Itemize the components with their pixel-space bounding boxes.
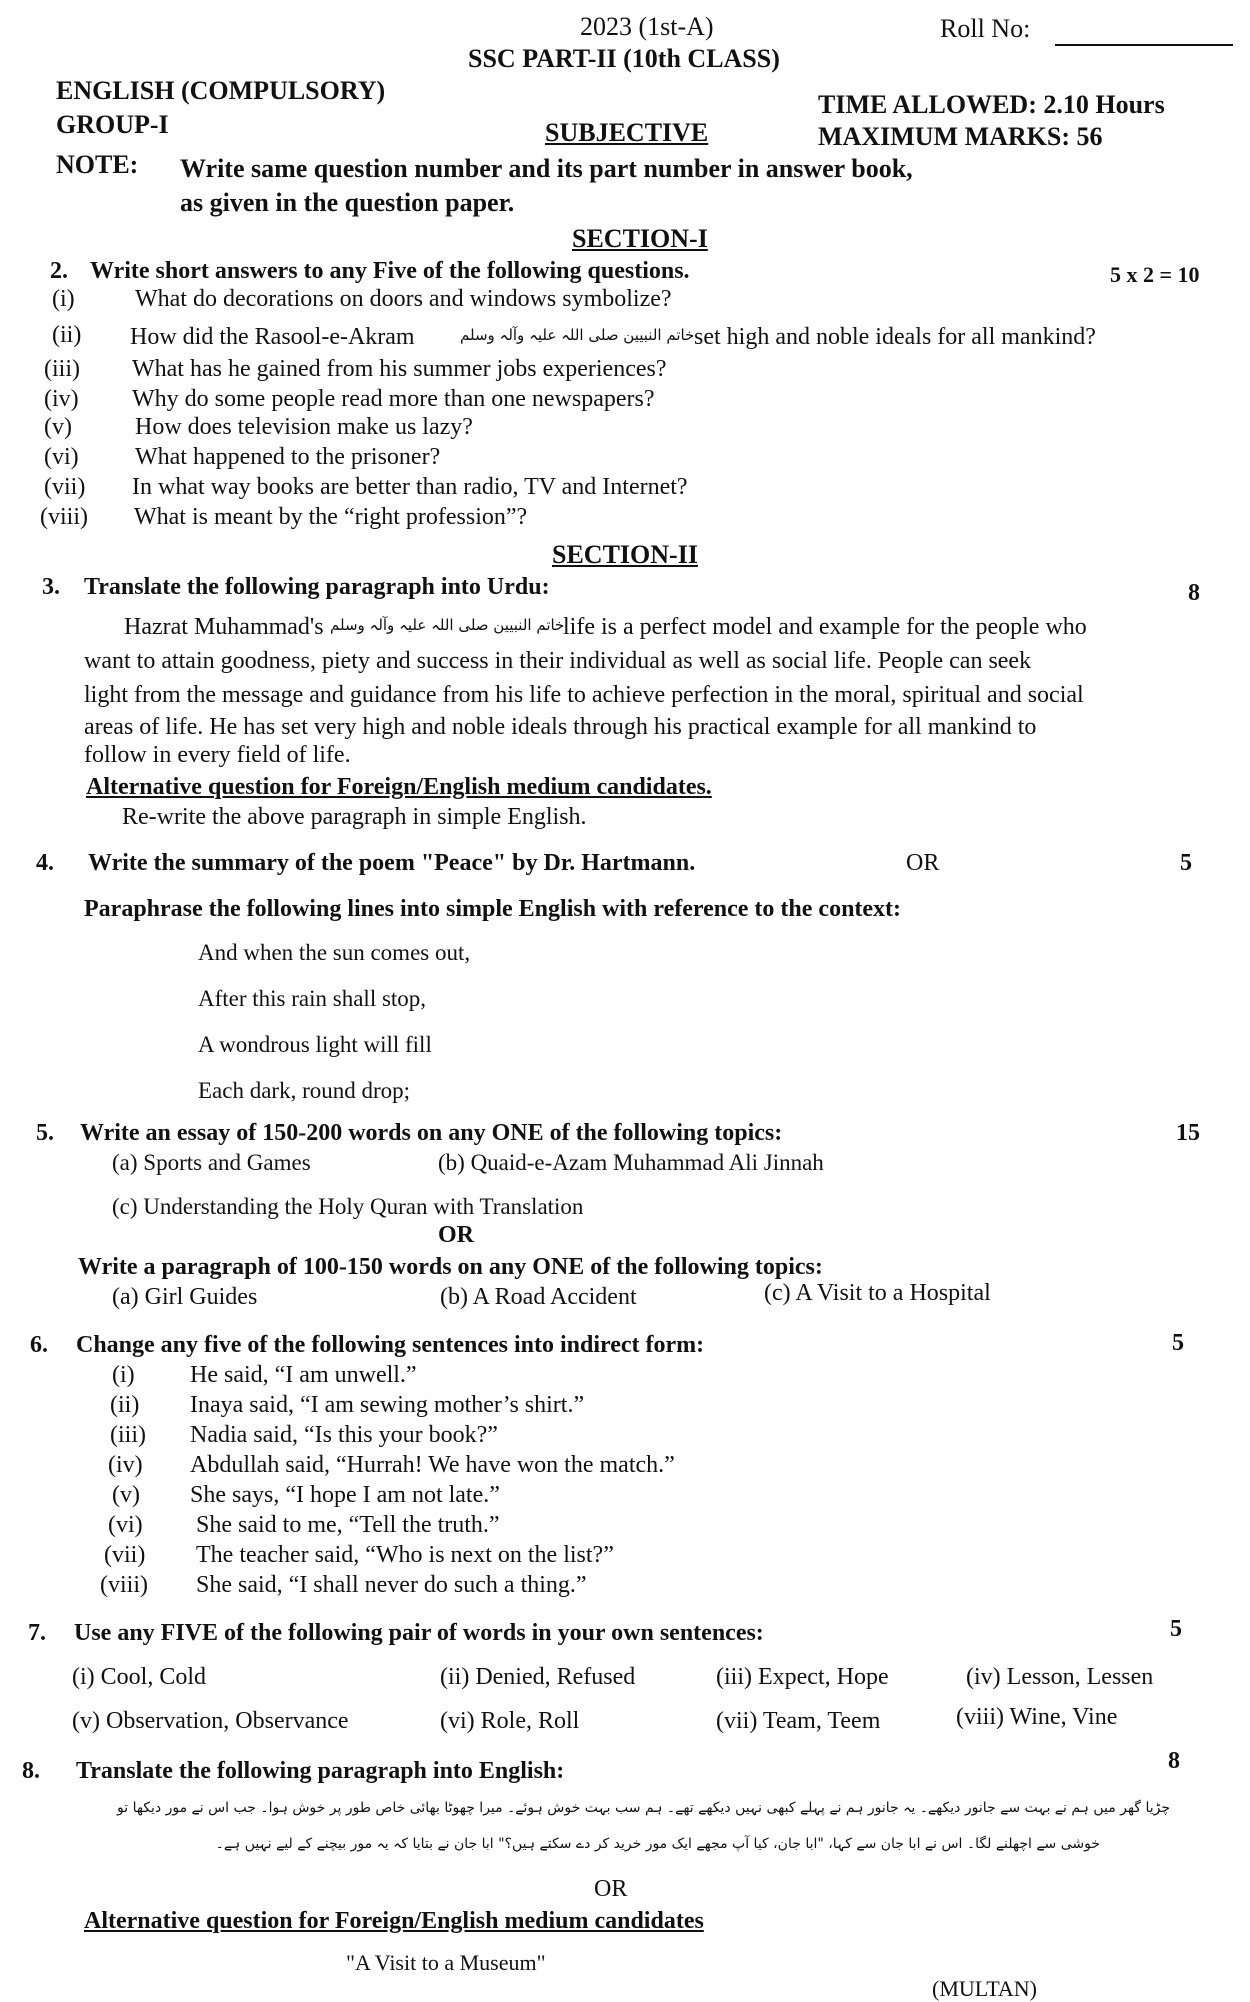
q3-paragraph-line: want to attain goodness, piety and success in their individual as well as social life. People can seek	[84, 648, 1032, 674]
note-line-2: as given in the question paper.	[180, 188, 515, 217]
q2-instruction: Write short answers to any Five of the following questions.	[90, 258, 690, 284]
q4-paraphrase-instruction: Paraphrase the following lines into simple English with reference to the context:	[84, 896, 902, 922]
footer-code: (MULTAN)	[932, 1976, 1037, 2001]
class-line: SSC PART-II (10th CLASS)	[468, 44, 780, 73]
subject-title: ENGLISH (COMPULSORY)	[56, 76, 386, 105]
q8-alt-heading: Alternative question for Foreign/English medium candidates	[84, 1908, 704, 1934]
q6-item-number: (vii)	[104, 1542, 146, 1568]
note-line-1: Write same question number and its part number in answer book,	[180, 154, 913, 183]
q6-item-number: (iv)	[108, 1452, 143, 1478]
group-label: GROUP-I	[56, 110, 169, 139]
q3-paragraph-line: light from the message and guidance from his life to achieve perfection in the moral, spiritual and social	[84, 682, 1084, 708]
q8-alt-text: "A Visit to a Museum"	[346, 1950, 546, 1975]
q6-marks: 5	[1172, 1330, 1184, 1356]
q5-number: 5.	[36, 1120, 54, 1146]
q3-paragraph-line: life is a perfect model and example for the people who	[563, 614, 1087, 640]
q6-item-text: Inaya said, “I am sewing mother’s shirt.”	[190, 1392, 585, 1418]
q2-item-text: What do decorations on doors and windows symbolize?	[135, 286, 672, 312]
urdu-honorific: خاتم النبیین صلی اللہ علیہ وآلہ وسلم	[460, 326, 695, 344]
q5-instruction: Write an essay of 150-200 words on any ONE of the following topics:	[80, 1120, 783, 1146]
q2-item-text: In what way books are better than radio, TV and Internet?	[132, 474, 688, 500]
poem-line: Each dark, round drop;	[198, 1078, 411, 1103]
q2-item-number: (vi)	[44, 444, 79, 470]
note-label: NOTE:	[56, 150, 139, 179]
paragraph-topic: (c) A Visit to a Hospital	[764, 1280, 991, 1306]
q3-number: 3.	[42, 574, 60, 600]
q6-item-text: She said, “I shall never do such a thing.”	[196, 1572, 587, 1598]
q4-or: OR	[906, 850, 940, 876]
q2-item-text: How does television make us lazy?	[135, 414, 473, 440]
q2-item-number: (ii)	[52, 322, 82, 348]
q3-paragraph-line: Hazrat Muhammad's	[124, 614, 324, 640]
q8-or: OR	[594, 1876, 628, 1902]
q4-marks: 5	[1180, 850, 1192, 876]
q2-item-number: (i)	[52, 286, 75, 312]
q2-item-number: (iv)	[44, 386, 79, 412]
roll-number-label: Roll No:	[940, 14, 1031, 43]
word-pair: (viii) Wine, Vine	[956, 1704, 1118, 1730]
q2-item-text: How did the Rasool-e-Akram	[130, 324, 415, 350]
q4-instruction: Write the summary of the poem "Peace" by Dr. Hartmann.	[88, 850, 696, 876]
q3-paragraph-line: follow in every field of life.	[84, 742, 351, 768]
q3-marks: 8	[1188, 580, 1200, 606]
word-pair: (iv) Lesson, Lessen	[966, 1664, 1154, 1690]
paragraph-topic: (b) A Road Accident	[440, 1284, 637, 1310]
q6-item-number: (ii)	[110, 1392, 140, 1418]
q2-marks: 5 x 2 = 10	[1110, 262, 1200, 287]
poem-line: And when the sun comes out,	[198, 940, 471, 965]
q6-item-text: Nadia said, “Is this your book?”	[190, 1422, 498, 1448]
paper-type: SUBJECTIVE	[545, 118, 709, 147]
q6-item-number: (i)	[112, 1362, 135, 1388]
urdu-paragraph-line: چڑیا گھر میں ہم نے بہت سے جانور دیکھے۔ یہ جانور ہم نے پہلے کبھی نہیں دیکھے تھے۔ ہم سب بہت خوش ہوئے۔ میرا چھوٹا بھائی خاص طور پر خوش ہوا۔ جب اس نے مور دیکھا تو	[116, 1800, 1170, 1816]
q6-item-text: She said to me, “Tell the truth.”	[196, 1512, 500, 1538]
q3-instruction: Translate the following paragraph into Urdu:	[84, 574, 550, 600]
max-marks: MAXIMUM MARKS: 56	[818, 122, 1103, 151]
q5-marks: 15	[1176, 1120, 1200, 1146]
year-code: 2023 (1st-A)	[580, 12, 714, 41]
q8-marks: 8	[1168, 1748, 1180, 1774]
q6-item-number: (vi)	[108, 1512, 143, 1538]
q2-number: 2.	[50, 258, 68, 284]
q2-item-number: (vii)	[44, 474, 86, 500]
q2-item-number: (v)	[44, 414, 72, 440]
q6-item-text: Abdullah said, “Hurrah! We have won the match.”	[190, 1452, 675, 1478]
word-pair: (vi) Role, Roll	[440, 1708, 580, 1734]
section-1-title: SECTION-I	[572, 224, 708, 253]
q5-or: OR	[438, 1222, 474, 1248]
q6-item-text: She says, “I hope I am not late.”	[190, 1482, 500, 1508]
q3-alt-text: Re-write the above paragraph in simple English.	[122, 804, 587, 830]
q2-item-number: (viii)	[40, 504, 88, 530]
essay-topic: (c) Understanding the Holy Quran with Translation	[112, 1194, 584, 1219]
essay-topic: (b) Quaid-e-Azam Muhammad Ali Jinnah	[438, 1150, 824, 1175]
q2-item-text: Why do some people read more than one newspapers?	[132, 386, 655, 412]
q6-item-number: (v)	[112, 1482, 140, 1508]
q5-paragraph-instruction: Write a paragraph of 100-150 words on any ONE of the following topics:	[78, 1254, 823, 1280]
q7-number: 7.	[28, 1620, 46, 1646]
poem-line: A wondrous light will fill	[198, 1032, 432, 1057]
q6-item-text: He said, “I am unwell.”	[190, 1362, 417, 1388]
word-pair: (i) Cool, Cold	[72, 1664, 207, 1690]
time-allowed: TIME ALLOWED: 2.10 Hours	[818, 90, 1165, 119]
q2-item-text: set high and noble ideals for all mankind?	[694, 324, 1096, 350]
q2-item-text: What is meant by the “right profession”?	[134, 504, 528, 530]
q2-item-number: (iii)	[44, 356, 80, 382]
q2-item-text: What happened to the prisoner?	[135, 444, 441, 470]
q6-item-number: (viii)	[100, 1572, 148, 1598]
essay-topic: (a) Sports and Games	[112, 1150, 311, 1175]
urdu-honorific: خاتم النبیین صلی اللہ علیہ وآلہ وسلم	[330, 616, 565, 634]
q8-number: 8.	[22, 1758, 40, 1784]
q6-instruction: Change any five of the following sentences into indirect form:	[76, 1332, 705, 1358]
q3-alt-heading: Alternative question for Foreign/English medium candidates.	[86, 774, 712, 800]
paragraph-topic: (a) Girl Guides	[112, 1284, 258, 1310]
q7-instruction: Use any FIVE of the following pair of words in your own sentences:	[74, 1620, 764, 1646]
q6-number: 6.	[30, 1332, 48, 1358]
section-2-title: SECTION-II	[552, 540, 698, 569]
q4-number: 4.	[36, 850, 54, 876]
q3-paragraph-line: areas of life. He has set very high and noble ideals through his practical example for all mankind to	[84, 714, 1037, 740]
poem-line: After this rain shall stop,	[198, 986, 427, 1011]
word-pair: (vii) Team, Teem	[716, 1708, 881, 1734]
word-pair: (ii) Denied, Refused	[440, 1664, 636, 1690]
roll-number-field[interactable]	[1055, 44, 1233, 46]
word-pair: (v) Observation, Observance	[72, 1708, 349, 1734]
urdu-paragraph-line: خوشی سے اچھلنے لگا۔ اس نے ابا جان سے کہا، "ابا جان، کیا آپ مجھے ایک مور خرید کر دے سکتے ہیں؟" ابا جان نے بتایا کہ یہ مور بیچنے کے لیے نہیں ہے۔	[215, 1836, 1100, 1852]
q7-marks: 5	[1170, 1616, 1182, 1642]
q6-item-number: (iii)	[110, 1422, 146, 1448]
q6-item-text: The teacher said, “Who is next on the list?”	[196, 1542, 614, 1568]
q2-item-text: What has he gained from his summer jobs experiences?	[132, 356, 667, 382]
q8-instruction: Translate the following paragraph into English:	[76, 1758, 565, 1784]
word-pair: (iii) Expect, Hope	[716, 1664, 889, 1690]
